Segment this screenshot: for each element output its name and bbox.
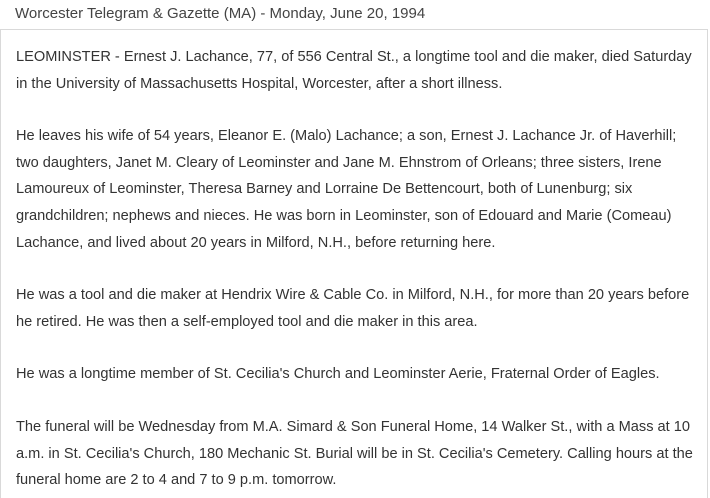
obituary-article — [0, 30, 708, 498]
source-line: Worcester Telegram & Gazette (MA) - Monday, June 20, 1994 — [15, 5, 426, 22]
paragraph-intro: LEOMINSTER - Ernest J. Lachance, 77, of 556 Central St., a longtime tool and die maker, died Saturday in the University of Massachusetts Hospital, Worcester, after a short illness. — [16, 49, 692, 92]
paragraph-career: He was a tool and die maker at Hendrix Wire & Cable Co. in Milford, N.H., for more than 20 years before he retired. He was then a self-employed tool and die maker in this area. — [16, 287, 690, 330]
paragraph-funeral: The funeral will be Wednesday from M.A. Simard & Son Funeral Home, 14 Walker St., with a Mass at 10 a.m. in St. Cecilia's Church, 180 Mechanic St. Burial will be in St. Cecilia's Cemetery. Calling hours at the funeral home are 2 to 4 and 7 to 9 p.m. tomorrow. — [16, 418, 693, 489]
publication-header — [0, 0, 708, 30]
paragraph-memberships: He was a longtime member of St. Cecilia's Church and Leominster Aerie, Fraternal Order of Eagles. — [16, 366, 660, 383]
paragraph-survivors: He leaves his wife of 54 years, Eleanor E. (Malo) Lachance; a son, Ernest J. Lachance Jr. of Haverhill; two daughters, Janet M. Cleary of Leominster and Jane M. Ehnstrom of Orleans; three sisters, Irene Lamoureux of Leominster, Theresa Barney and Lorraine De Bettencourt, both of Lunenburg; six grandchildren; nephews and nieces. He was born in Leominster, son of Edouard and Marie (Comeau) Lachance, and lived about 20 years in Milford, N.H., before returning here. — [16, 128, 677, 251]
